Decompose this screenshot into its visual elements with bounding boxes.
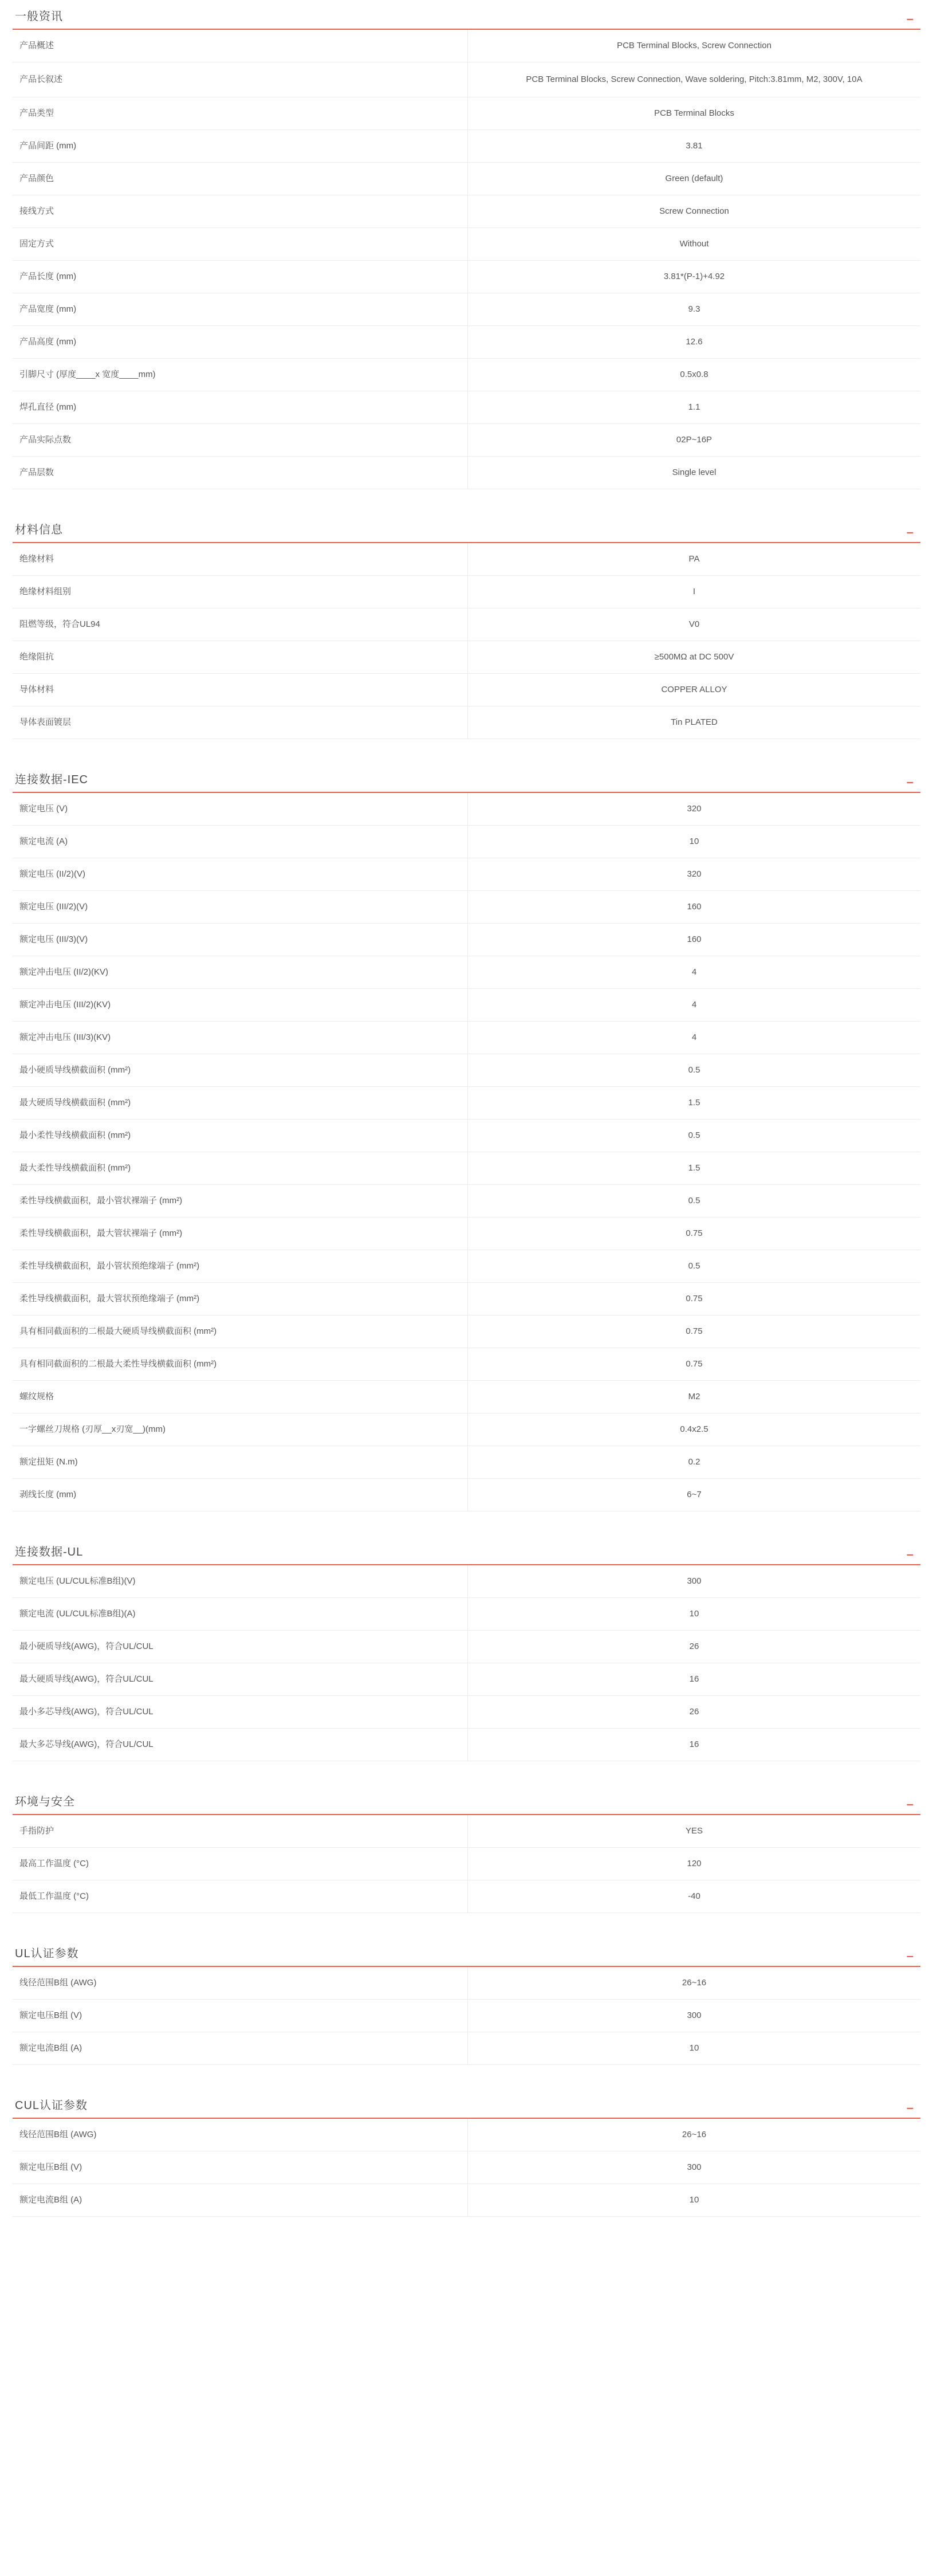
spec-label: 具有相同截面积的二根最大硬质导线横截面积 (mm²) xyxy=(13,1316,468,1348)
spec-value: 4 xyxy=(691,1000,697,1010)
section-title: 材料信息 xyxy=(15,524,63,536)
spec-value: 9.3 xyxy=(688,304,700,314)
spec-label: 产品间距 (mm) xyxy=(13,130,468,163)
table-row xyxy=(13,1054,920,1087)
table-row xyxy=(13,1848,920,1880)
table-row xyxy=(13,1283,920,1316)
spec-value: 02P~16P xyxy=(676,435,712,445)
spec-value: 300 xyxy=(687,1576,702,1586)
spec-value: 300 xyxy=(687,2010,702,2020)
spec-value: 1.5 xyxy=(688,1098,700,1108)
spec-label: 额定电压B组 (V) xyxy=(13,2151,468,2184)
spec-label: 阻燃等级，符合UL94 xyxy=(13,608,468,641)
spec-label: 额定冲击电压 (II/2)(KV) xyxy=(13,956,468,989)
spec-table xyxy=(13,2119,920,2217)
table-row xyxy=(13,826,920,858)
spec-value: PCB Terminal Blocks, Screw Connection, Wave soldering, Pitch:3.81mm, M2, 300V, 10A xyxy=(526,74,863,84)
spec-section xyxy=(13,1546,920,1761)
spec-label: 柔性导线横截面积，最小管状预绝缘端子 (mm²) xyxy=(13,1250,468,1283)
table-row xyxy=(13,674,920,706)
section-header xyxy=(13,1796,920,1815)
spec-label: 产品概述 xyxy=(13,30,468,62)
spec-value: Single level xyxy=(672,468,717,477)
table-row xyxy=(13,293,920,326)
table-row xyxy=(13,130,920,163)
spec-value: 3.81*(P-1)+4.92 xyxy=(663,272,725,281)
spec-value: 4 xyxy=(691,1032,697,1042)
spec-label: 最小多芯导线(AWG)，符合UL/CUL xyxy=(13,1696,468,1729)
spec-value: YES xyxy=(685,1826,703,1836)
spec-label: 额定电流 (A) xyxy=(13,826,468,858)
spec-table xyxy=(13,1815,920,1913)
spec-value: 0.75 xyxy=(686,1294,703,1303)
table-row xyxy=(13,1316,920,1348)
table-row xyxy=(13,261,920,293)
spec-label: 产品颜色 xyxy=(13,163,468,195)
section-collapse-icon[interactable]: – xyxy=(906,525,914,539)
spec-label: 最大硬质导线(AWG)，符合UL/CUL xyxy=(13,1663,468,1696)
spec-label: 导体表面镀层 xyxy=(13,706,468,739)
spec-value: 160 xyxy=(687,934,702,944)
table-row xyxy=(13,1696,920,1729)
table-row xyxy=(13,1815,920,1848)
spec-label: 剥线长度 (mm) xyxy=(13,1479,468,1511)
spec-value: 16 xyxy=(689,1739,699,1749)
spec-label: 最小硬质导线横截面积 (mm²) xyxy=(13,1054,468,1087)
spec-label: 最大柔性导线横截面积 (mm²) xyxy=(13,1152,468,1185)
spec-label: 额定电流 (UL/CUL标准B组)(A) xyxy=(13,1598,468,1631)
table-row xyxy=(13,576,920,608)
spec-label: 额定扭矩 (N.m) xyxy=(13,1446,468,1479)
spec-value: 10 xyxy=(689,1609,699,1619)
spec-value: 320 xyxy=(687,804,702,814)
table-row xyxy=(13,1152,920,1185)
spec-value: 0.5 xyxy=(688,1130,700,1140)
spec-value: 300 xyxy=(687,2162,702,2172)
spec-label: 绝缘阻抗 xyxy=(13,641,468,674)
spec-value: Tin PLATED xyxy=(671,717,718,727)
spec-table xyxy=(13,1967,920,2065)
spec-label: 额定电压 (III/3)(V) xyxy=(13,924,468,956)
table-row xyxy=(13,1185,920,1218)
table-row xyxy=(13,1479,920,1511)
table-row xyxy=(13,543,920,576)
section-title: CUL认证参数 xyxy=(15,2099,88,2112)
table-row xyxy=(13,1631,920,1663)
spec-label: 额定电压 (UL/CUL标准B组)(V) xyxy=(13,1565,468,1598)
table-row xyxy=(13,989,920,1022)
table-row xyxy=(13,793,920,826)
section-header xyxy=(13,524,920,543)
spec-label: 柔性导线横截面积，最大管状裸端子 (mm²) xyxy=(13,1218,468,1250)
spec-label: 额定电流B组 (A) xyxy=(13,2184,468,2217)
table-row xyxy=(13,1413,920,1446)
spec-value: 16 xyxy=(689,1674,699,1684)
table-row xyxy=(13,706,920,739)
spec-label: 引脚尺寸 (厚度____x 宽度____mm) xyxy=(13,359,468,391)
spec-value: 0.4x2.5 xyxy=(680,1424,708,1434)
table-row xyxy=(13,30,920,62)
table-row xyxy=(13,1250,920,1283)
table-row xyxy=(13,1218,920,1250)
table-row xyxy=(13,641,920,674)
table-row xyxy=(13,195,920,228)
spec-label: 产品宽度 (mm) xyxy=(13,293,468,326)
spec-value: 1.1 xyxy=(688,402,700,412)
table-row xyxy=(13,62,920,97)
section-collapse-icon[interactable]: – xyxy=(906,1949,914,1963)
table-row xyxy=(13,424,920,457)
spec-value: 26 xyxy=(689,1642,699,1651)
spec-label: 手指防护 xyxy=(13,1815,468,1848)
spec-label: 焊孔直径 (mm) xyxy=(13,391,468,424)
spec-label: 最低工作温度 (°C) xyxy=(13,1880,468,1913)
spec-value: 12.6 xyxy=(686,337,703,347)
spec-label: 线径范围B组 (AWG) xyxy=(13,1967,468,2000)
spec-label: 产品长度 (mm) xyxy=(13,261,468,293)
spec-label: 额定冲击电压 (III/2)(KV) xyxy=(13,989,468,1022)
spec-label: 最高工作温度 (°C) xyxy=(13,1848,468,1880)
table-row xyxy=(13,1565,920,1598)
table-row xyxy=(13,858,920,891)
table-row xyxy=(13,2032,920,2065)
table-row xyxy=(13,891,920,924)
section-header xyxy=(13,10,920,30)
table-row xyxy=(13,2000,920,2032)
table-row xyxy=(13,163,920,195)
section-header xyxy=(13,2099,920,2119)
table-row xyxy=(13,391,920,424)
table-row xyxy=(13,457,920,489)
section-title: UL认证参数 xyxy=(15,1947,79,1960)
spec-value: 0.75 xyxy=(686,1228,703,1238)
spec-sections xyxy=(13,10,920,2217)
section-header xyxy=(13,1947,920,1967)
spec-value: 0.5x0.8 xyxy=(680,370,708,379)
table-row xyxy=(13,1446,920,1479)
spec-label: 最小硬质导线(AWG)，符合UL/CUL xyxy=(13,1631,468,1663)
table-row xyxy=(13,2184,920,2217)
table-row xyxy=(13,1087,920,1120)
spec-section xyxy=(13,524,920,739)
spec-value: V0 xyxy=(688,619,700,629)
spec-label: 产品层数 xyxy=(13,457,468,489)
spec-label: 最大多芯导线(AWG)，符合UL/CUL xyxy=(13,1729,468,1761)
spec-value: 0.75 xyxy=(686,1359,703,1369)
spec-label: 额定电压 (III/2)(V) xyxy=(13,891,468,924)
spec-label: 接线方式 xyxy=(13,195,468,228)
spec-value: -40 xyxy=(688,1891,700,1901)
spec-value: COPPER ALLOY xyxy=(661,685,727,694)
table-row xyxy=(13,956,920,989)
spec-value: Screw Connection xyxy=(659,206,729,216)
spec-value: 6~7 xyxy=(687,1490,702,1499)
section-collapse-icon[interactable]: – xyxy=(906,2100,914,2115)
section-title: 连接数据-UL xyxy=(15,1546,84,1558)
section-collapse-icon[interactable]: – xyxy=(906,11,914,26)
spec-value: PCB Terminal Blocks xyxy=(654,108,734,118)
spec-label: 绝缘材料 xyxy=(13,543,468,576)
spec-label: 最小柔性导线横截面积 (mm²) xyxy=(13,1120,468,1152)
table-row xyxy=(13,1381,920,1413)
spec-label: 螺纹规格 xyxy=(13,1381,468,1413)
table-row xyxy=(13,97,920,130)
spec-table xyxy=(13,1565,920,1761)
spec-value: 0.5 xyxy=(688,1261,700,1271)
section-header xyxy=(13,1546,920,1565)
section-collapse-icon[interactable]: – xyxy=(906,1547,914,1561)
spec-value: 3.81 xyxy=(686,141,703,151)
spec-value: 0.2 xyxy=(688,1457,700,1467)
section-title: 连接数据-IEC xyxy=(15,773,88,786)
spec-label: 额定电压 (V) xyxy=(13,793,468,826)
section-title: 环境与安全 xyxy=(15,1796,75,1808)
spec-label: 额定冲击电压 (III/3)(KV) xyxy=(13,1022,468,1054)
spec-value: 0.5 xyxy=(688,1065,700,1075)
spec-label: 产品高度 (mm) xyxy=(13,326,468,359)
spec-table xyxy=(13,30,920,489)
spec-value: 320 xyxy=(687,869,702,879)
spec-label: 产品实际点数 xyxy=(13,424,468,457)
table-row xyxy=(13,1729,920,1761)
table-row xyxy=(13,2119,920,2151)
table-row xyxy=(13,924,920,956)
spec-label: 一字螺丝刀规格 (刃厚__x刃宽__)(mm) xyxy=(13,1413,468,1446)
spec-label: 产品类型 xyxy=(13,97,468,130)
table-row xyxy=(13,1598,920,1631)
spec-value: ≥500MΩ at DC 500V xyxy=(654,652,734,662)
spec-label: 固定方式 xyxy=(13,228,468,261)
section-title: 一般资讯 xyxy=(15,10,63,23)
spec-label: 额定电压 (II/2)(V) xyxy=(13,858,468,891)
spec-value: 26~16 xyxy=(682,2130,707,2139)
table-row xyxy=(13,1348,920,1381)
spec-value: 0.75 xyxy=(686,1326,703,1336)
spec-label: 导体材料 xyxy=(13,674,468,706)
spec-value: 10 xyxy=(689,2043,699,2053)
spec-label: 产品长叙述 xyxy=(13,62,468,97)
spec-label: 最大硬质导线横截面积 (mm²) xyxy=(13,1087,468,1120)
spec-label: 线径范围B组 (AWG) xyxy=(13,2119,468,2151)
spec-section xyxy=(13,773,920,1511)
spec-value: 10 xyxy=(689,837,699,846)
spec-label: 额定电流B组 (A) xyxy=(13,2032,468,2065)
spec-value: 26 xyxy=(689,1707,699,1717)
spec-label: 具有相同截面积的二根最大柔性导线横截面积 (mm²) xyxy=(13,1348,468,1381)
spec-value: 26~16 xyxy=(682,1978,707,1988)
table-row xyxy=(13,1022,920,1054)
spec-value: 120 xyxy=(687,1859,702,1868)
spec-value: 160 xyxy=(687,902,702,912)
section-collapse-icon[interactable]: – xyxy=(906,775,914,789)
spec-value: I xyxy=(692,587,696,596)
spec-section xyxy=(13,1947,920,2065)
spec-section xyxy=(13,2099,920,2217)
spec-value: 4 xyxy=(691,967,697,977)
spec-value: PA xyxy=(688,554,700,564)
spec-table xyxy=(13,793,920,1511)
table-row xyxy=(13,326,920,359)
spec-label: 柔性导线横截面积，最大管状预绝缘端子 (mm²) xyxy=(13,1283,468,1316)
spec-label: 柔性导线横截面积，最小管状裸端子 (mm²) xyxy=(13,1185,468,1218)
table-row xyxy=(13,1663,920,1696)
spec-table xyxy=(13,543,920,739)
spec-value: 1.5 xyxy=(688,1163,700,1173)
section-header xyxy=(13,773,920,793)
section-collapse-icon[interactable]: – xyxy=(906,1797,914,1811)
table-row xyxy=(13,2151,920,2184)
table-row xyxy=(13,608,920,641)
table-row xyxy=(13,1967,920,2000)
table-row xyxy=(13,359,920,391)
spec-value: M2 xyxy=(688,1392,700,1401)
spec-value: Green (default) xyxy=(665,174,723,183)
spec-label: 绝缘材料组别 xyxy=(13,576,468,608)
spec-label: 额定电压B组 (V) xyxy=(13,2000,468,2032)
spec-section xyxy=(13,10,920,489)
spec-section xyxy=(13,1796,920,1913)
spec-value: 10 xyxy=(689,2195,699,2205)
spec-value: 0.5 xyxy=(688,1196,700,1205)
table-row xyxy=(13,1120,920,1152)
table-row xyxy=(13,1880,920,1913)
table-row xyxy=(13,228,920,261)
spec-value: PCB Terminal Blocks, Screw Connection xyxy=(617,41,771,50)
spec-value: Without xyxy=(679,239,709,249)
